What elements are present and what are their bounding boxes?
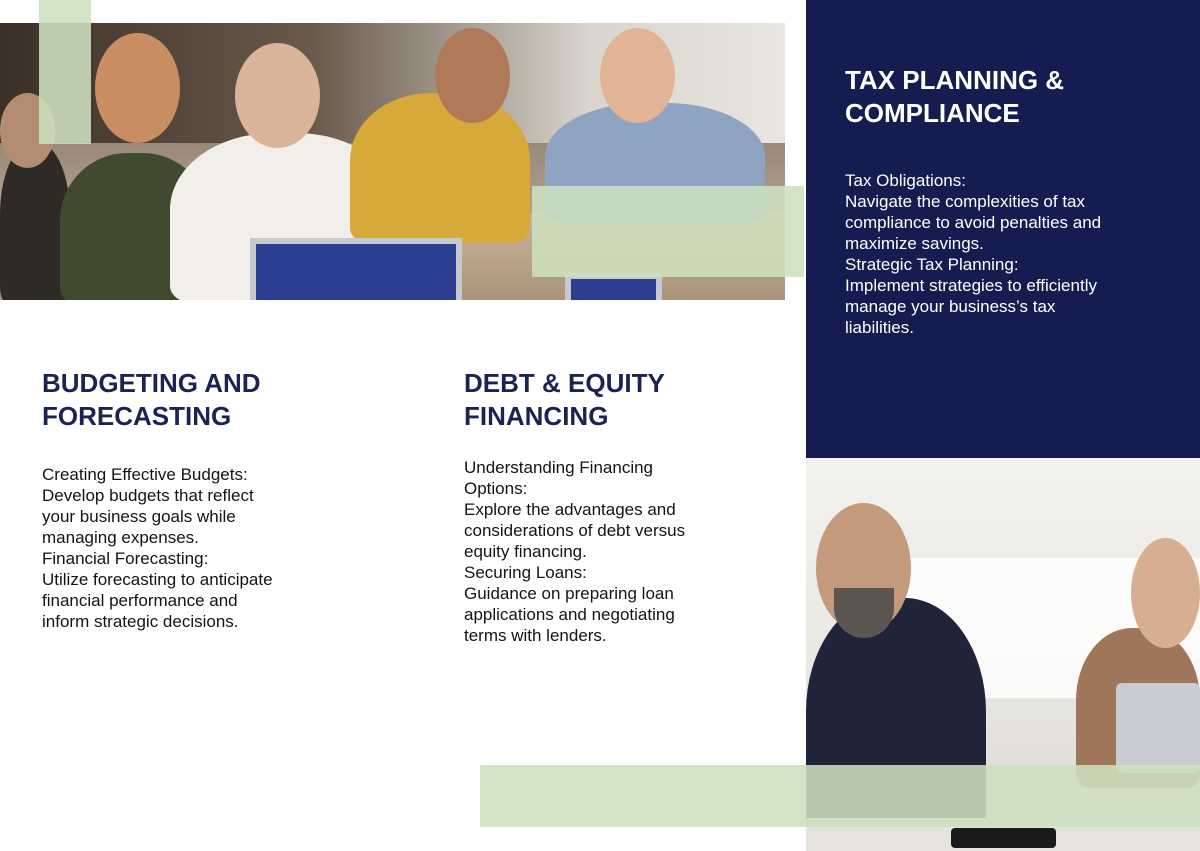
- accent-bar-top: [532, 186, 804, 277]
- tax-title: [845, 64, 1175, 130]
- budgeting-section: [42, 367, 422, 632]
- person-head: [435, 28, 510, 123]
- laptop-screen: [565, 273, 662, 300]
- laptop: [1116, 683, 1200, 773]
- tax-body-line: Implement strategies to efficiently: [845, 276, 1097, 295]
- financing-body-line: terms with lenders.: [464, 626, 607, 645]
- financing-body-line: Understanding Financing: [464, 458, 654, 477]
- financing-body-line: Explore the advantages and: [464, 500, 676, 519]
- budgeting-body-line: your business goals while: [42, 507, 236, 526]
- tax-body-line: Tax Obligations:: [845, 171, 966, 190]
- tax-body-line: compliance to avoid penalties and: [845, 213, 1102, 232]
- accent-bar-vertical: [39, 0, 91, 144]
- laptop-screen: [250, 238, 462, 300]
- budgeting-body-line: Develop budgets that reflect: [42, 486, 254, 505]
- financing-body: [464, 457, 784, 646]
- tax-body-line: liabilities.: [845, 318, 914, 337]
- tax-body-line: maximize savings.: [845, 234, 984, 253]
- person-head: [1131, 538, 1200, 648]
- financing-body-line: Securing Loans:: [464, 563, 587, 582]
- tax-title-line: COMPLIANCE: [845, 98, 1020, 128]
- person-silhouette: [350, 93, 530, 243]
- tax-title-line: TAX PLANNING &: [845, 65, 1065, 95]
- tax-body-line: Strategic Tax Planning:: [845, 255, 1019, 274]
- budgeting-title-line: BUDGETING AND: [42, 368, 261, 398]
- financing-body-line: Options:: [464, 479, 528, 498]
- budgeting-body-line: Creating Effective Budgets:: [42, 465, 248, 484]
- financing-body-line: equity financing.: [464, 542, 587, 561]
- tax-body: [845, 170, 1165, 338]
- tax-body-line: manage your business’s tax: [845, 297, 1056, 316]
- financing-title-line: FINANCING: [464, 401, 609, 431]
- person-head: [235, 43, 320, 148]
- financing-title: [464, 367, 784, 433]
- budgeting-body-line: inform strategic decisions.: [42, 612, 239, 631]
- budgeting-body-line: managing expenses.: [42, 528, 199, 547]
- budgeting-body-line: Utilize forecasting to anticipate: [42, 570, 273, 589]
- budgeting-body-line: financial performance and: [42, 591, 238, 610]
- financing-title-line: DEBT & EQUITY: [464, 368, 665, 398]
- person-head: [600, 28, 675, 123]
- accent-bar-bottom: [480, 765, 1200, 827]
- budgeting-title-line: FORECASTING: [42, 401, 232, 431]
- person-head: [95, 33, 180, 143]
- financing-body-line: considerations of debt versus: [464, 521, 686, 540]
- financing-section: [464, 367, 784, 646]
- financing-body-line: Guidance on preparing loan: [464, 584, 674, 603]
- budgeting-title: [42, 367, 422, 433]
- tax-body-line: Navigate the complexities of tax: [845, 192, 1086, 211]
- budgeting-body: [42, 464, 422, 632]
- financing-body-line: applications and negotiating: [464, 605, 675, 624]
- phone: [951, 828, 1056, 848]
- budgeting-body-line: Financial Forecasting:: [42, 549, 209, 568]
